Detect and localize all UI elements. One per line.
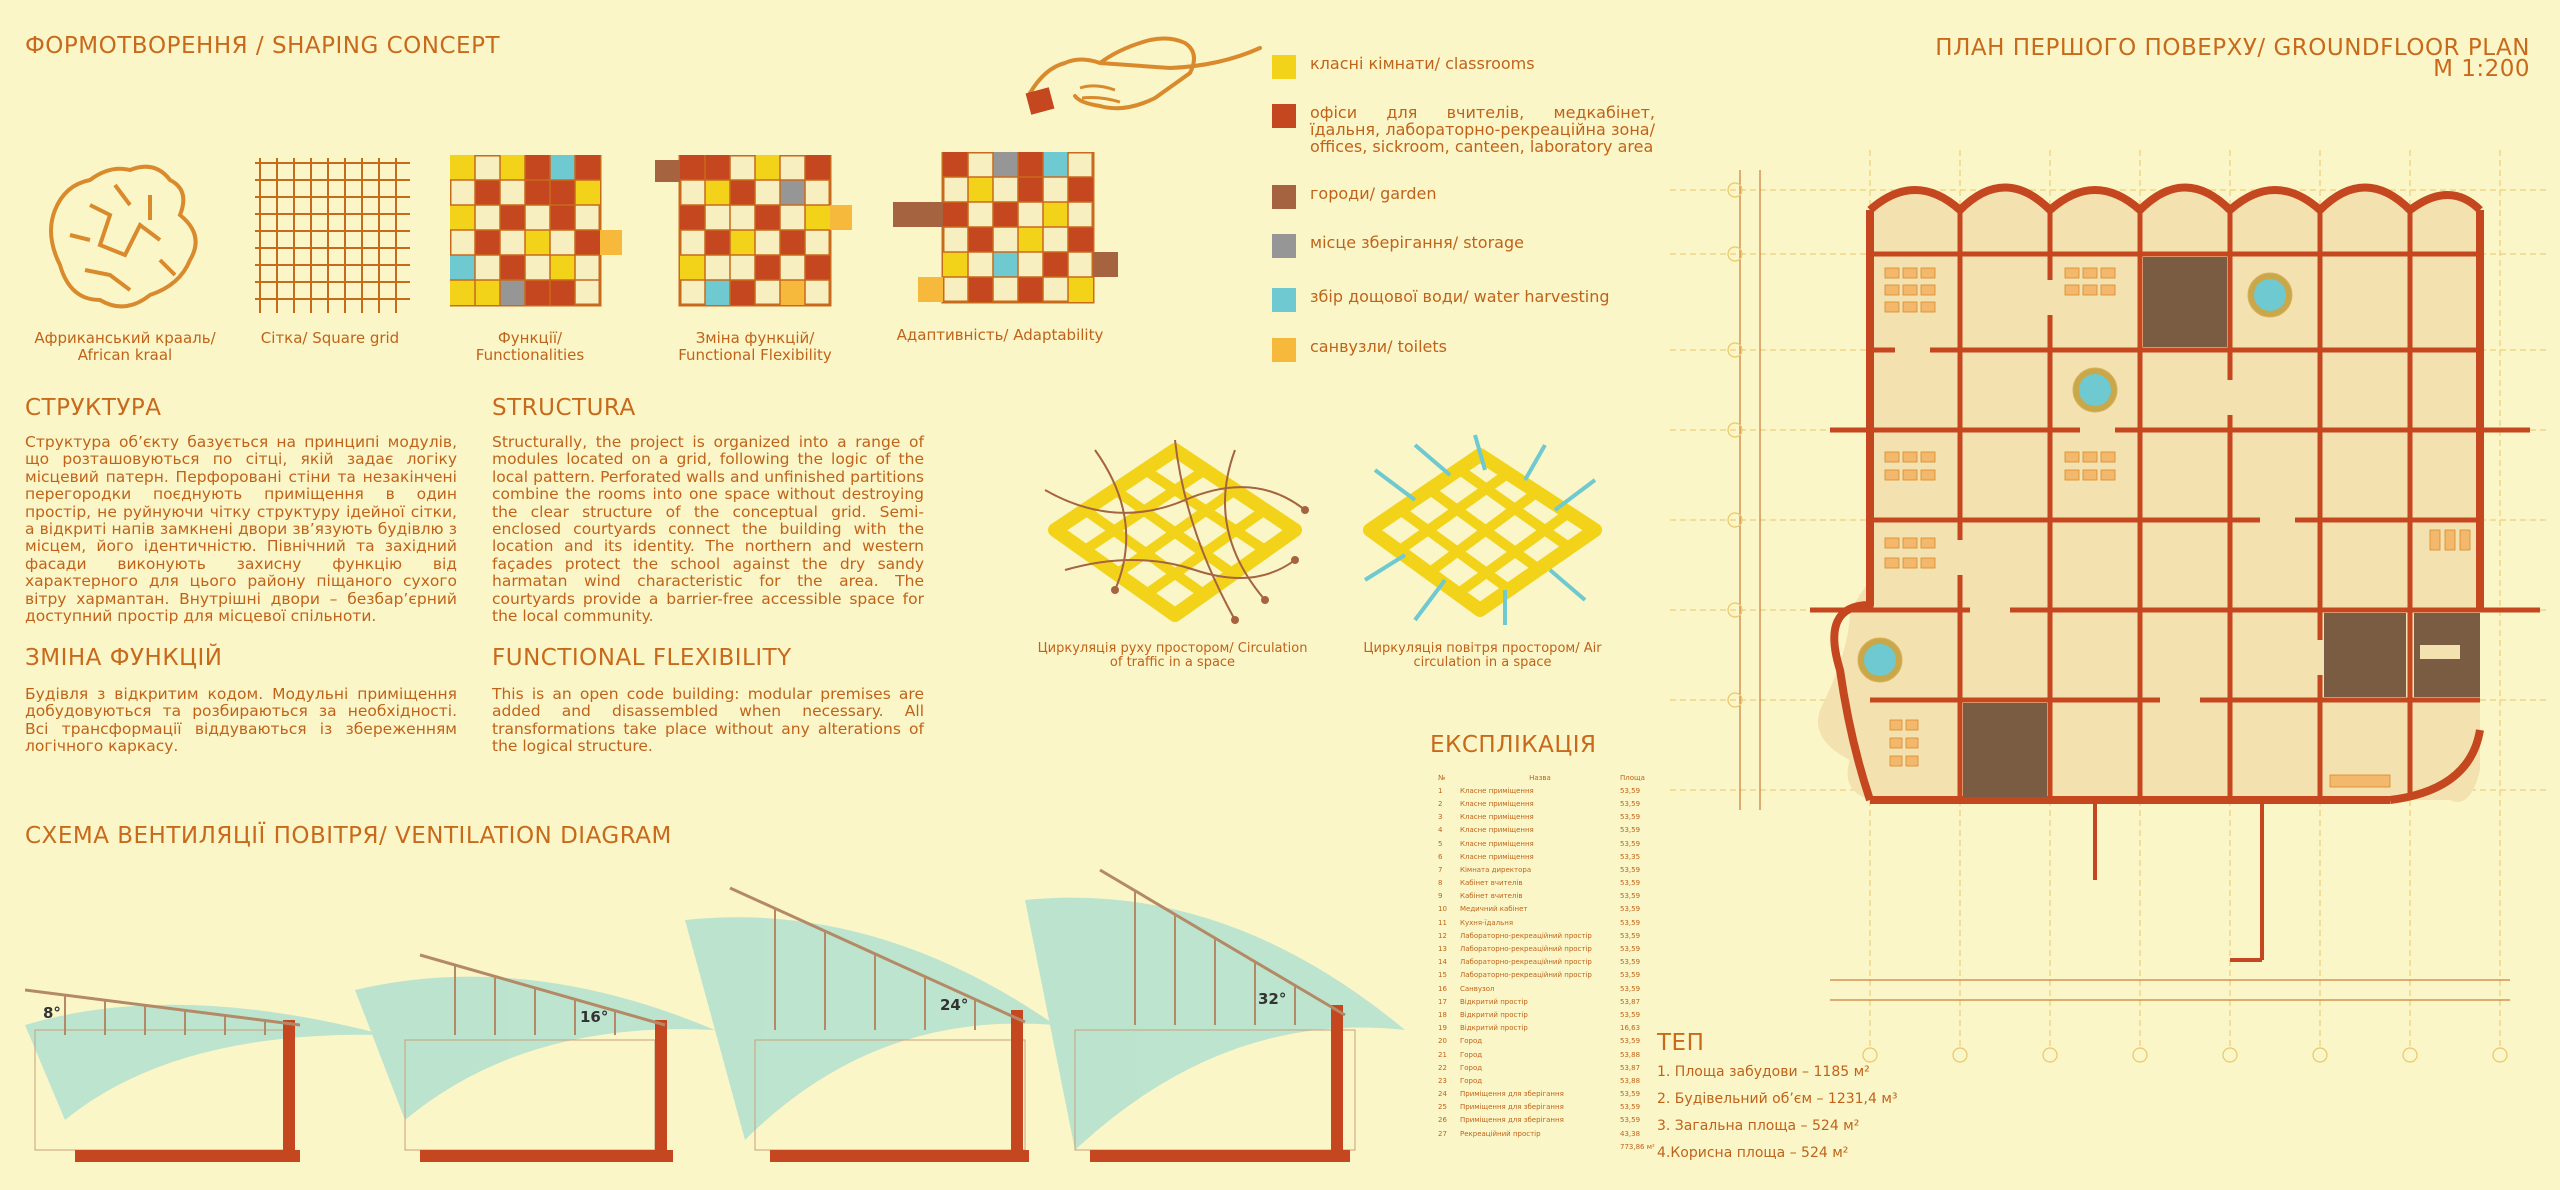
legend-item-garden: городи/ garden [1272,185,1655,209]
traffic-circulation-caption: Циркуляція руху простором/ Circulation of traffic in a space [1037,641,1308,670]
explication-row: 8 Кабінет вчителів 53,59 [1438,879,1641,888]
plan-title: ПЛАН ПЕРШОГО ПОВЕРХУ/ GROUNDFLOOR PLAN [1935,35,2530,61]
explication-row: 26 Приміщення для зберігання 53,59 [1438,1116,1641,1125]
explication-row: 7 Кімната директора 53,59 [1438,865,1641,874]
legend-swatch [1272,185,1296,209]
explication-row: 10 Медичний кабінет 53,59 [1438,905,1641,914]
angle-label-32: 32° [1258,990,1287,1008]
angle-label-8: 8° [43,1004,61,1022]
functionalities-grid-icon [450,155,625,310]
explication-row: 6 Класне приміщення 53,35 [1438,852,1641,861]
air-circulation-diagram [1355,430,1610,630]
explication-row: 11 Кухня-їдальня 53,59 [1438,918,1641,927]
angle-label-16: 16° [580,1008,609,1026]
hand-sketch-icon [1020,28,1270,138]
explication-row: 4 Класне приміщення 53,59 [1438,826,1641,835]
explication-row: 12 Лабораторно-рекреаційний простір 53,59 [1438,931,1641,940]
explication-row: 25 Приміщення для зберігання 53,59 [1438,1103,1641,1112]
change-ua-title: ЗМІНА ФУНКЦІЙ [25,645,223,671]
legend-swatch [1272,234,1296,258]
explication-row: 15 Лабораторно-рекреаційний простір 53,59 [1438,971,1641,980]
explication-row: 23 Город 53,88 [1438,1076,1641,1085]
tep-item: 4.Корисна площа – 524 м² [1657,1145,1849,1161]
ventilation-diagram [25,860,1425,1165]
legend-swatch [1272,104,1296,128]
angle-label-24: 24° [940,996,969,1014]
caption-adaptability: Адаптивність/ Adaptability [896,326,1104,344]
explication-row: 14 Лабораторно-рекреаційний простір 53,59 [1438,958,1641,967]
explication-body [1438,784,1668,1140]
explication-title: ЕКСПЛІКАЦІЯ [1430,732,1597,758]
explication-row: 9 Кабінет вчителів 53,59 [1438,892,1641,901]
african-kraal-sketch-icon [30,145,215,320]
ventilation-title: СХЕМА ВЕНТИЛЯЦІЇ ПОВІТРЯ/ VENTILATION DIAGRAM [25,823,672,849]
structure-ua-text: Структура об’єкту базується на принципі модулів, що розташовуються по сітці, якій задає логіку місцевий патерн. Перфоровані стіни та незакінчені перегородки поєднують приміщення в один простір, не руйнуючи чітку структуру ідейної сітки, а відкриті напів замкнені двори зв’язують будівлю з місцем, його ідентичністю. Північний та західний фасади виконують захисну функцію від характерного для цього району піщаного сухого вітру хармаnтан. Внутрішні двори – безбар’єрний доступний простір для місцевої спільноти. [25,433,457,626]
explication-row: 22 Город 53,87 [1438,1063,1641,1072]
structure-ua-title: СТРУКТУРА [25,395,162,421]
explication-row: 2 Класне приміщення 53,59 [1438,799,1641,808]
explication-row: 13 Лабораторно-рекреаційний простір 53,59 [1438,945,1641,954]
explication-total: 773,86 м² [1620,1142,1655,1151]
legend-swatch [1272,55,1296,79]
tep-title: ТЕП [1657,1030,1705,1056]
explication-header: № Назва Площа [1438,773,1645,782]
structure-en-title: STRUCTURA [492,395,636,421]
explication-row: 27 Рекреаційний простір 43,38 [1438,1129,1641,1138]
legend-item-toilets: санвузли/ toilets [1272,338,1655,362]
air-circulation-caption: Циркуляція повітря простором/ Air circulation in a space [1363,641,1602,670]
tep-item: 3. Загальна площа – 524 м² [1657,1118,1860,1134]
tep-item: 2. Будівельний об’єм – 1231,4 м³ [1657,1091,1898,1107]
square-grid-icon [255,158,410,313]
legend-item-storage: місце зберігання/ storage [1272,234,1655,258]
explication-row: 19 Відкритий простір 16,63 [1438,1024,1641,1033]
legend-swatch [1272,288,1296,312]
structure-en-text: Structurally, the project is organized into a range of modules located on a grid, following the logic of the local pattern. Perforated walls and unfinished partitions combine the rooms into one space without destroying the clear structure of the conceptual grid. Semi-enclosed courtyards connect the building with the location and its identity. The northern and western façades protect the school against the dry sandy harmatan wind characteristic for the area. The courtyards provide a barrier-free accessible space for the local community. [492,433,924,626]
groundfloor-plan-drawing [1670,150,2550,1070]
change-en-text: This is an open code building: modular premises are added and disassembled when necessary. All transformations take place without any alterations of the logical structure. [492,685,924,756]
caption-flexibility: Зміна функцій/ Functional Flexibility [678,329,832,364]
change-en-title: FUNCTIONAL FLEXIBILITY [492,645,792,671]
explication-row: 5 Класне приміщення 53,59 [1438,839,1641,848]
tep-item: 1. Площа забудови – 1185 м² [1657,1064,1870,1080]
legend-item-water: збір дощової води/ water harvesting [1272,288,1655,312]
caption-functionalities: Функції/ Funсtionalities [475,329,585,364]
explication-row: 3 Класне приміщення 53,59 [1438,813,1641,822]
caption-kraal: Африканський крааль/ African kraal [34,329,216,364]
tep-list [1657,1064,1898,1172]
explication-row: 16 Санвузол 53,59 [1438,984,1641,993]
plan-scale: М 1:200 [2433,56,2530,82]
explication-row: 24 Приміщення для зберігання 53,59 [1438,1090,1641,1099]
adaptability-grid-icon [893,152,1123,307]
functional-flexibility-grid-icon [655,155,855,310]
legend-item-offices: офіси для вчителів, медкабінет, їдальня, лабораторно-рекреаційна зона/ offices, sickroom, canteen, laboratory area [1272,104,1655,155]
caption-grid: Сітка/ Square grid [260,329,400,347]
shaping-title: ФОРМОТВОРЕННЯ / SHAPING CONCEPT [25,33,500,59]
traffic-circulation-diagram [1035,430,1315,630]
explication-table [1438,771,1668,1153]
change-ua-text: Будівля з відкритим кодом. Модульні приміщення добудовуються та розбираються за необхідності. Всі трансформації віддуваються із збереженням логічного каркасу. [25,685,457,756]
explication-row: 18 Відкритий простір 53,59 [1438,1010,1641,1019]
explication-row: 1 Класне приміщення 53,59 [1438,786,1641,795]
explication-row: 21 Город 53,88 [1438,1050,1641,1059]
explication-row: 20 Город 53,59 [1438,1037,1641,1046]
legend-swatch [1272,338,1296,362]
explication-row: 17 Відкритий простір 53,87 [1438,997,1641,1006]
legend-item-classrooms: класні кімнати/ classrooms [1272,55,1655,79]
